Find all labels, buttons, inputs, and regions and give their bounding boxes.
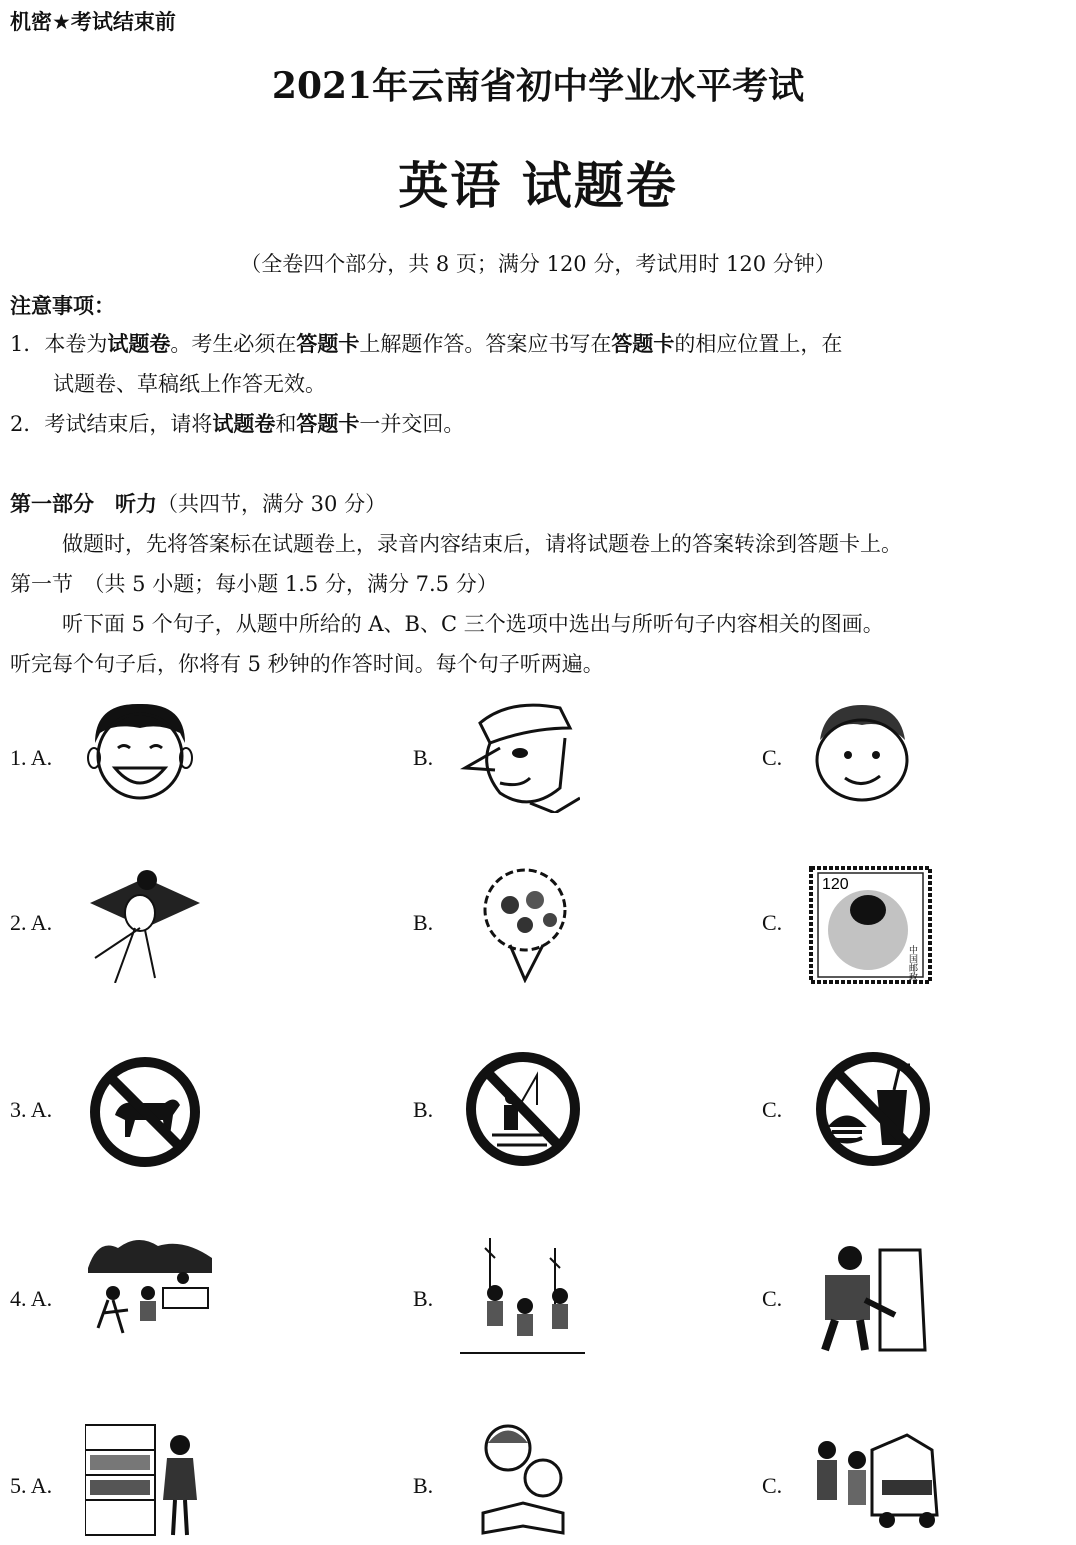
confidential-label: 机密★考试结束前 [10, 10, 176, 34]
text: 的相应位置上，在 [674, 332, 843, 356]
text: 。考生必须在 [170, 332, 297, 356]
question-5-option-c-label: C. [762, 1473, 783, 1498]
em: 答题卡 [611, 332, 675, 356]
question-3-option-c-label: C. [762, 1097, 783, 1122]
em: 试题卷 [212, 412, 276, 436]
tree-planting-scene-image [460, 1238, 585, 1358]
stamp-value: 120 [822, 876, 849, 893]
notice-item-1-cont: 试题卷、草稿纸上作答无效。 [53, 372, 326, 396]
smiling-boy-face-image [80, 698, 200, 803]
stamp-country: 中国邮政 [907, 945, 917, 981]
stamp-image [808, 865, 933, 985]
exam-title: 2021年云南省初中学业水平考试 [271, 65, 805, 107]
text: 考试结束后，请将 [44, 412, 213, 436]
section1-heading: 第一节 （共 5 小题；每小题 1.5 分，满分 7.5 分） [10, 572, 498, 596]
subject-title: 英语 试题卷 [398, 156, 678, 215]
girl-face-image [800, 700, 925, 805]
question-2-option-b-label: B. [413, 910, 434, 935]
question-3-option-a-label: 3. A. [10, 1097, 53, 1122]
no-dogs-sign-image [85, 1055, 205, 1170]
num: 2． [10, 412, 45, 436]
part1-heading [10, 488, 386, 518]
no-fishing-sign-image [462, 1050, 584, 1168]
text: 上解题作答。答案应书写在 [359, 332, 612, 356]
notice-heading: 注意事项： [10, 294, 115, 318]
heading: 第一部分 听力 [10, 492, 157, 516]
picnic-scene-image [88, 1238, 212, 1350]
man-with-cap-image [460, 698, 580, 813]
question-2-option-c-label: C. [762, 910, 783, 935]
question-4-option-a-label: 4. A. [10, 1286, 53, 1311]
part1-instruction: 做题时，先将答案标在试题卷上，录音内容结束后，请将试题卷上的答案转涂到答题卡上。 [62, 532, 902, 556]
section1-instruction: 听下面 5 个句子，从题中所给的 A、B、C 三个选项中选出与所听句子内容相关的图画。 [62, 612, 884, 636]
question-1-option-b-label: B. [413, 745, 434, 770]
supermarket-scene-image [85, 1420, 210, 1540]
question-1-option-a-label: 1. A. [10, 745, 53, 770]
people-by-car-image [812, 1420, 942, 1538]
question-5-option-a-label: 5. A. [10, 1473, 53, 1498]
notice-item-1 [10, 328, 842, 358]
question-4-option-b-label: B. [413, 1286, 434, 1311]
note: （共四节，满分 30 分） [157, 492, 387, 516]
mother-reading-with-child-image [463, 1418, 583, 1538]
question-5-option-b-label: B. [413, 1473, 434, 1498]
text: 本卷为 [44, 332, 108, 356]
em: 试题卷 [107, 332, 171, 356]
exam-info: （全卷四个部分，共 8 页；满分 120 分，考试用时 120 分钟） [240, 252, 836, 276]
em: 答题卡 [296, 332, 360, 356]
question-4-option-c-label: C. [762, 1286, 783, 1311]
tree-cutting-scene-image [810, 1240, 935, 1355]
question-2-option-a-label: 2. A. [10, 910, 53, 935]
text: 一并交回。 [359, 412, 465, 436]
question-3-option-b-label: B. [413, 1097, 434, 1122]
no-food-drink-sign-image [812, 1050, 934, 1168]
notice-item-2 [10, 408, 464, 438]
kite-image [85, 868, 205, 983]
num: 1． [10, 332, 45, 356]
question-1-option-c-label: C. [762, 745, 783, 770]
em: 答题卡 [296, 412, 360, 436]
section1-instruction-2: 听完每个句子后，你将有 5 秒钟的作答时间。每个句子听两遍。 [10, 652, 604, 676]
text: 和 [275, 412, 297, 436]
flower-bouquet-image [465, 865, 585, 983]
